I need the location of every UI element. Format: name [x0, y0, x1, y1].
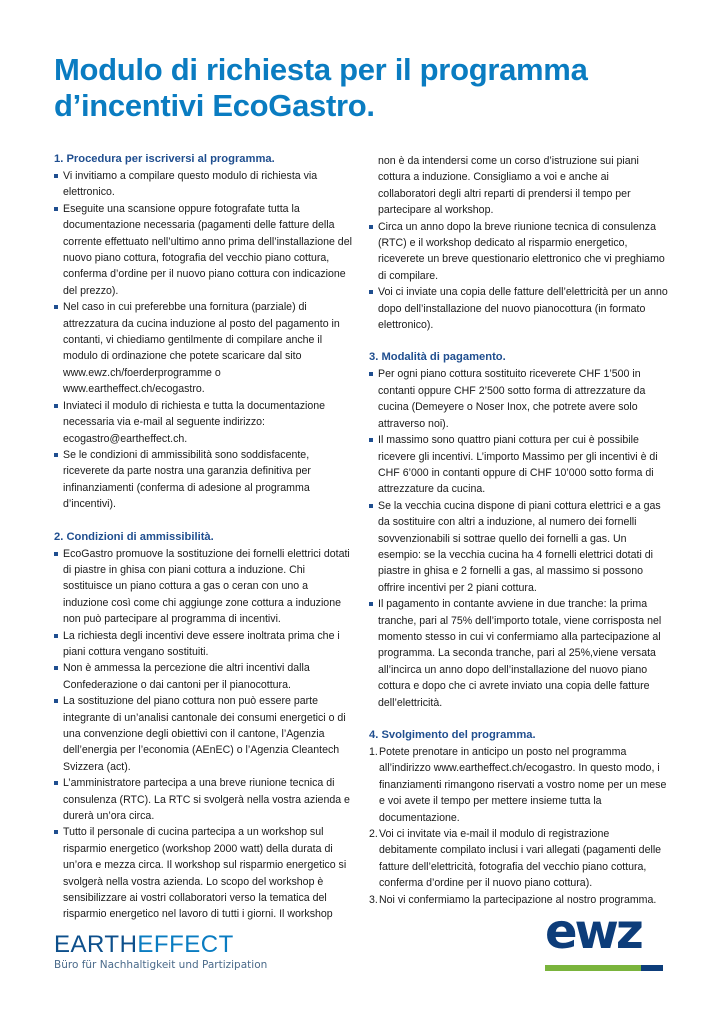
ewz-green-bar — [545, 965, 641, 971]
list-item: Tutto il personale di cucina partecipa a un workshop sul risparmio energetico (workshop 2000 watt) della durata di un’ora e mezza circa. Il workshop sul risparmio energetico si svolgerà nella vostra azienda. Lo scopo del workshop è sensibilizzare ai vostri collaboratori verso la tematica del risparmio energetico nel lavoro di tutti i giorni. Il workshop — [54, 824, 354, 922]
list-item: Per ogni piano cottura sostituito riceverete CHF 1’500 in contanti oppure CHF 2’500 sotto forma di attrezzature da cucina (Demeyere o Noser Inox, che potrete avere solo attraverso noi). — [369, 366, 669, 432]
ewz-logo — [545, 904, 665, 972]
list-item — [369, 744, 669, 826]
section-eligibility-continued — [369, 153, 669, 333]
section-heading: 4. Svolgimento del programma. — [369, 729, 536, 741]
list-item: La sostituzione del piano cottura non può essere parte integrante di un’analisi cantonale dei consumi energetici o di una convenzione degli obiettivi con il cantone, l’Agenzia dell’energia per l’economia (AEnEC) o l’Agenzia Cleantech Svizzera (act). — [54, 693, 354, 775]
list-item: L’amministratore partecipa a una breve riunione tecnica di consulenza (RTC). La RTC si svolgerà nella vostra azienda e durerà un’ora circa. — [54, 775, 354, 824]
eligibility-list — [54, 546, 354, 923]
payment-list — [369, 366, 669, 711]
ewz-blue-bar — [641, 965, 663, 971]
list-item: EcoGastro promuove la sostituzione dei fornelli elettrici dotati di piastre in ghisa con piani cottura a induzione. Chi sostituisce un piano cottura a gas o ceran con uno a induzione così come chi aggiunge zone cottura a induzione non può partecipare al programma di incentivi. — [54, 546, 354, 628]
step-text: Voi ci invitate via e-mail il modulo di registrazione debitamente compilato inclusi i vari allegati (pagamenti delle fatture dell’elettricità, fotografia del vecchio piano cottura, conferma d’ordine per il nuovo piano cottura). — [379, 828, 662, 890]
list-item: Non è ammessa la percezione die altri incentivi dalla Confederazione o dai cantoni per il pianocottura. — [54, 660, 354, 693]
steps-list — [369, 744, 669, 908]
eligibility-list-continued — [369, 219, 669, 334]
ewz-wordmark: ewz — [545, 904, 641, 960]
section-heading: 3. Modalità di pagamento. — [369, 351, 506, 364]
list-item: La richiesta degli incentivi deve essere inoltrata prima che i piani cottura vengano sostituiti. — [54, 628, 354, 661]
section-heading: 2. Condizioni di ammissibilità. — [54, 530, 214, 543]
title-line-1: Modulo di richiesta per il programma — [54, 52, 588, 87]
list-item: Circa un anno dopo la breve riunione tecnica di consulenza (RTC) e il workshop dedicato al risparmio energetico, riceverete un breve questionario elettronico che vi preghiamo di compilare. — [369, 219, 669, 285]
section-program-steps — [369, 727, 669, 908]
step-number: 2. — [369, 828, 378, 841]
eartheffect-wordmark-effect: EFFECT — [137, 931, 234, 958]
section-eligibility — [54, 529, 354, 923]
eartheffect-logo — [54, 932, 267, 972]
list-item: Vi invitiamo a compilare questo modulo di richiesta via elettronico. — [54, 168, 354, 201]
list-item: Eseguite una scansione oppure fotografate tutta la documentazione necessaria (pagamenti delle fatture della corrente effettuato nell’ultimo anno prima dell’installazione del nuovo piano cottura, fotografia del vecchio piano cottura, conferma d’ordine per il nuovo piano cottura con indicazione del prezzo). — [54, 201, 354, 299]
title-line-2: d’incentivi EcoGastro. — [54, 88, 375, 123]
section-heading: 1. Procedura per iscriversi al programma. — [54, 153, 275, 165]
procedure-list — [54, 168, 354, 513]
list-item: Inviateci il modulo di richiesta e tutta la documentazione necessaria via e-mail al seguente indirizzo: ecogastro@eartheffect.ch. — [54, 398, 354, 447]
step-number: 3. — [369, 893, 378, 906]
eartheffect-tagline: Büro für Nachhaltigkeit und Partizipation — [54, 959, 268, 971]
list-item: Se la vecchia cucina dispone di piani cottura elettrici e a gas da sostituire con altri a induzione, al numero dei fornelli sovvenzionabili si sottrae quello dei fornelli a gas. Un esempio: se la vecchia cucina ha 4 fornelli elettrici dotati di piastre in ghisa e 2 fornelli a gas, al massimo si possono offrire incentivi per 2 piani cottura. — [369, 498, 669, 596]
list-item: Se le condizioni di ammissibilità sono soddisfacente, riceverete da parte nostra una garanzia definitiva per infinanziamenti (conferma di adesione al programma d’incentivi). — [54, 447, 354, 513]
eartheffect-wordmark — [54, 932, 267, 958]
list-item: Il massimo sono quattro piani cottura per cui è possibile ricevere gli incentivi. L’importo Massimo per gli incentivi è di CHF 6’000 in contanti oppure di CHF 10’000 sotto forma di attrezzature da cucina. — [369, 432, 669, 498]
list-item: Nel caso in cui preferebbe una fornitura (parziale) di attrezzatura da cucina induzione al posto del pagamento in contanti, vi chiediamo gentilmente di compilare anche il modulo di ordinazione che potete scaricare dal sito www.ewz.ch/foerderprogramme o www.eartheffect.ch/ecogastro. — [54, 299, 354, 397]
step-text: Noi vi confermiamo la partecipazione al nostro programma. — [379, 893, 657, 906]
continued-text: non è da intendersi come un corso d’istruzione sui piani cottura a induzione. Consigliamo a voi e anche ai collaboratori degli altri reparti di prendersi il tempo per partecipare al workshop. — [378, 155, 639, 217]
page-title — [54, 52, 694, 124]
step-text: Potete prenotare in anticipo un posto nel programma all’indirizzo www.eartheffect.ch/ecogastro. In questo modo, i finanziamenti rimangono riservati a vostro nome per un mese e voi avete il tempo per mettere insieme tutta la documentazione. — [379, 746, 667, 824]
left-column — [54, 151, 354, 939]
list-item: Voi ci inviate una copia delle fatture dell’elettricità per un anno dopo dell’installazione del nuovo pianocottura (in formato elettronico). — [369, 284, 669, 333]
step-number: 1. — [369, 746, 378, 758]
section-procedure — [54, 151, 354, 513]
section-payment — [369, 349, 669, 711]
list-item — [369, 826, 669, 892]
right-column — [369, 153, 669, 924]
eartheffect-wordmark-earth: EARTH — [54, 931, 138, 958]
list-item: Il pagamento in contante avviene in due tranche: la prima tranche, pari al 75% dell’importo totale, viene corrisposta nel momento stesso in cui vi confermiamo alla partecipazione al programma. La seconda tranche, pari al 25%,viene versata all’incirca un anno dopo dell’installazione del nuovo piano cottura e dopo che ci avrete inviato una copia delle fatture dell’elettricità. — [369, 596, 669, 711]
